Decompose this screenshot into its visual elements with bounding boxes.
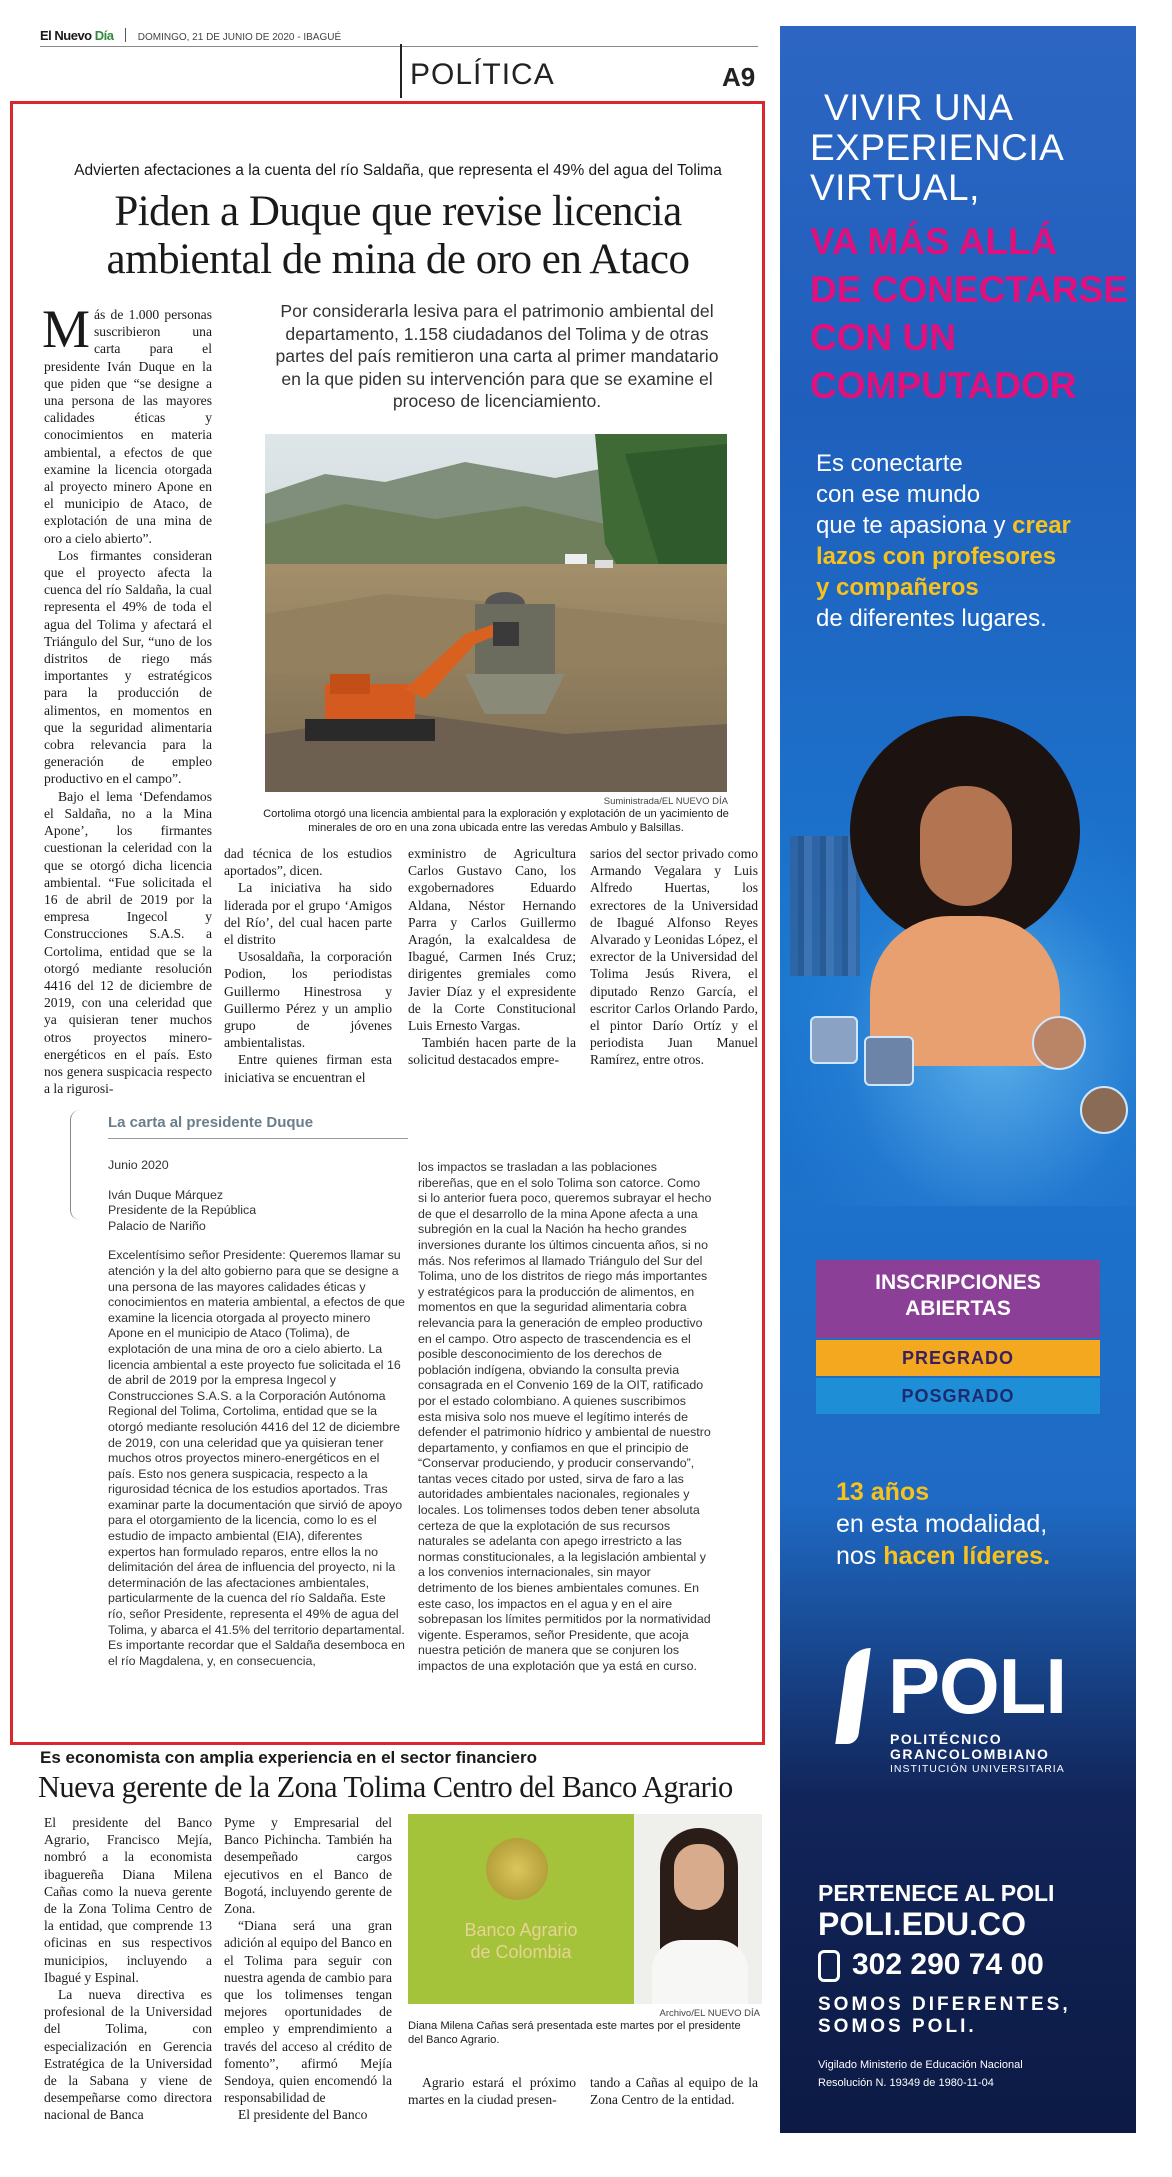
bank-photo bbox=[408, 1814, 762, 2004]
phone-icon bbox=[818, 1950, 840, 1982]
posgrado-label: POSGRADO bbox=[901, 1386, 1015, 1406]
ad-headline-magenta: VA MÁS ALLÁ DE CONECTARSE CON UN COMPUTADOR bbox=[810, 221, 1128, 406]
letter-column-1: Junio 2020 Iván Duque Márquez Presidente de la República Palacio de Nariño Excelentísimo señor Presidente: Queremos llamar su atención y la del alto gobierno para que se designe a una persona de las mayores calidades éticas y conocimientos en materia ambiental, a efectos de que examine la licencia otorgada al proyecto minero Apone en el municipio de Ataco (Tolima), de explotación de una mina de oro a cielo abierto. La licencia ambiental a este proyecto fue solicitada el 16 de abril de 2019 por la empresa Ingecol y Construcciones S.A.S. a la Corporación Autónoma Regional del Tolima, Cortolima, entidad que se la otorgó mediante resolución 4416 del 12 de diciembre de 2019, con una celeridad que ya quisieran tener muchos otros proyectos minero-energéticos en el país. Esto nos genera suspicacia, respecto a la rigurosidad técnica de los estudios aportados. Tras examinar parte la documentación que sirvió de apoyo para el otorgamiento de la licencia, como lo es el estudio de impacto ambiental (EIA), diferentes expertos han formulado reparos, entre ellos la no delimitación del área de influencia del proyecto, ni la determinación de las afectaciones ambientales, particularmente de la cuenca del río Saldaña. Este río, señor Presidente, representa el 49% de agua del Tolima, y abarca el 41.5% del territorio departamental. Es importante recordar que el Saldaña desemboca en el río Magdalena, y, en consecuencia, bbox=[108, 1158, 405, 1668]
mining-photo bbox=[265, 434, 727, 792]
second-column-3: Agrario estará el próximo martes en la ciudad presen- bbox=[408, 2075, 576, 2108]
second-photo-caption: Diana Milena Cañas será presentada este martes por el presidente del Banco Agrario. bbox=[408, 2020, 741, 2046]
second-photo-credit: Archivo/EL NUEVO DÍA bbox=[659, 2008, 760, 2019]
dateline: DOMINGO, 21 DE JUNIO DE 2020 - IBAGUÉ bbox=[137, 32, 342, 43]
dropcap: M bbox=[42, 299, 91, 359]
video-thumb-1 bbox=[810, 1016, 858, 1064]
poli-subtitle: POLITÉCNICO GRANCOLOMBIANO INSTITUCIÓN UNIVERSITARIA bbox=[890, 1731, 1065, 1775]
second-column-1: El presidente del Banco Agrario, Francisco Mejía, nombró a la economista ibaguereña Diana Milena Cañas como la nueva gerente de la Zona Tolima Centro de la entidad, que comprende 13 oficinas en sus respectivos municipios, incluyendo a Ibagué y Espinal. La nueva directiva es profesional de la Universidad del Tolima, con especialización en Gerencia Estratégica de la Universidad de la Sabana y viene de desempeñarse como directora nacional de Banca bbox=[44, 1815, 212, 2123]
deck: Por considerarla lesiva para el patrimonio ambiental del departamento, 1.158 ciudadanos del Tolima y de otras partes del país remitieron una carta al primer mandatario en la que piden su intervención para que se examine el proceso de licenciamiento. bbox=[275, 301, 719, 411]
poli-phone[interactable]: 302 290 74 00 bbox=[852, 1948, 1044, 1981]
portrait-face bbox=[674, 1844, 724, 1910]
letter-title: La carta al presidente Duque bbox=[108, 1114, 314, 1131]
photo-credit: Suministrada/EL NUEVO DÍA bbox=[603, 796, 728, 807]
vigilado-text: Vigilado Ministerio de Educación Nacional Resolución N. 19349 de 1980-11-04 bbox=[818, 2059, 1023, 2089]
header-rule bbox=[40, 46, 758, 47]
inscripciones-banner[interactable] bbox=[816, 1260, 1100, 1338]
mining-scene bbox=[265, 434, 727, 792]
pregrado-button[interactable] bbox=[816, 1340, 1100, 1376]
second-kicker: Es economista con amplia experiencia en el sector financiero bbox=[40, 1748, 537, 1767]
student-face bbox=[920, 786, 1012, 906]
page-number: A9 bbox=[722, 62, 756, 92]
pertenece-text: PERTENECE AL POLI bbox=[818, 1880, 1055, 1906]
inscripciones-text: INSCRIPCIONES ABIERTAS bbox=[875, 1271, 1041, 1320]
poli-advertisement[interactable] bbox=[780, 26, 1136, 2133]
article-column-1: Más de 1.000 personas suscribieron una carta para el presidente Iván Duque en la que piden que “se designe a una persona de las mayores calidades éticas y conocimientos en materia ambiental, a efectos de que examine la licencia otorgada al proyecto minero Apone en el municipio de Ataco, de explotación de una mina de oro a cielo abierto”. Los firmantes consideran que el proyecto afecta la cuenca del río Saldaña, la cual representa el 49% de toda el agua del Tolima y afectará el Triángulo del Sur, “uno de los distritos de riego más importantes y estratégicos para la producción de alimentos, en momentos en que la seguridad alimentaria cobra relevancia para la generación de empleo productivo en el campo”. Bajo el lema ‘Defendamos el Saldaña, no a la Mina Apone’, los firmantes cuestionan la celeridad con la que se otorgó dicha licencia ambiental. “Fue solicitada el 16 de abril de 2019 por la empresa Ingecol y Construcciones S.A.S. a Cortolima, entidad que se la otorgó mediante resolución 4416 del 12 de diciembre de 2019, con una celeridad que ya quisieran tener muchos otros proyectos minero-energéticos en el país. Esto nos genera suspicacia respecto a la rigurosi- bbox=[42, 299, 212, 1097]
video-thumb-2 bbox=[864, 1036, 914, 1086]
poli-slogan: SOMOS DIFERENTES, SOMOS POLI. bbox=[818, 1994, 1071, 2037]
bank-sign-line2: de Colombia bbox=[470, 1942, 572, 1962]
letter-column-2: los impactos se trasladan a las poblaciones ribereñas, que en el solo Tolima son catorce. Como si lo anterior fuera poco, queremos subrayar el hecho de que el desarrollo de la mina Apone afecta a una subregión en la cual la Nación ha hecho grandes inversiones durante los últimos cincuenta años, si no más. Nos referimos al llamado Triángulo del Sur del Tolima, uno de los distritos de riego más importantes y estratégicos para la producción de alimentos, en momentos en que la seguridad alimentaria cobra relevancia para la generación de empleo productivo en el campo. Otro aspecto de trascendencia es el posible desconocimiento de los derechos de población indígena, obviando la consulta previa consagrada en el Convenio 169 de la OIT, ratificado por el estado colombiano. A quienes suscribimos esta misiva solo nos mueve el legítimo interés de defender el patrimonio hídrico y ambiental de nuestro departamento, y confiamos en que el principio de “Conservar produciendo, y producir conservando”, tantas veces citado por usted, sirva de faro a las autoridades ambientales nacionales, regionales y locales. Los tolimenses todos deben tener absoluta certeza de que la explotación de sus recursos naturales se adelanta con apego irrestricto a las normas constitucionales, a la legislación ambiental y a los convenios internacionales, sin mayor detrimento de los bienes ambientales comunes. En este caso, los impactos en el agua y en el aire sobrepasan los límites permitidos por la normatividad vigente. Esperamos, señor Presidente, que acoja nuestra petición de manera que se conjuren los impactos de una explotación que ya está en curso. bbox=[418, 1160, 712, 1673]
poli-logo-text: POLI bbox=[888, 1642, 1067, 1730]
years-text: 13 años en esta modalidad, nos hacen líderes. bbox=[836, 1478, 1051, 1570]
bookshelf bbox=[790, 836, 860, 976]
bank-logo-icon bbox=[486, 1838, 548, 1900]
headline: Piden a Duque que revise licencia ambiental de mina de oro en Ataco bbox=[106, 188, 690, 283]
section-title: POLÍTICA bbox=[410, 58, 555, 91]
second-column-4: tando a Cañas al equipo de la Zona Centro de la entidad. bbox=[590, 2075, 758, 2108]
poli-logo-icon bbox=[832, 1648, 880, 1744]
bank-sign-line1: Banco Agrario bbox=[464, 1920, 578, 1940]
masthead bbox=[40, 28, 341, 46]
video-thumb-4 bbox=[1080, 1086, 1128, 1134]
second-column-2: Pyme y Empresarial del Banco Pichincha. También ha desempeñado cargos ejecutivos en el Banco de Bogotá, incluyendo gerente de Zona. “Diana será una gran adición al equipo del Banco en el Tolima para seguir con nuestra agenda de cambio para que los tolimenses tengan mejores oportunidades de empleo y emprendimiento a través del acceso al crédito de fomento”, afirmó Mejía Sendoya, quien encomendó la responsabilidad de El presidente del Banco bbox=[224, 1815, 392, 2123]
letter-brace bbox=[70, 1110, 81, 1220]
ad-headline-white: VIVIR UNA EXPERIENCIA VIRTUAL, bbox=[810, 87, 1065, 208]
article-column-2: dad técnica de los estudios aportados”, dicen. La iniciativa ha sido liderada por el grupo ‘Amigos del Río’, del cual hacen parte el distrito Usosaldaña, la corporación Podion, los periodistas Guillermo Hinestrosa y Guillermo Pérez y un amplio grupo de jóvenes ambientalistas. Entre quienes firman esta iniciativa se encuentran el bbox=[224, 846, 392, 1085]
article-column-3: exministro de Agricultura Carlos Gustavo Cano, los exgobernadores Eduardo Aldana, Néstor Hernando Parra y Carlos Guillermo Aragón, la exalcaldesa de Ibagué, Carmen Inés Cruz; dirigentes gremiales como Javier Díaz y el expresidente de la Corte Constitucional Luis Ernesto Vargas. También hacen parte de la solicitud destacados empre- bbox=[408, 846, 576, 1068]
poli-url[interactable]: POLI.EDU.CO bbox=[818, 1906, 1027, 1942]
logo: El Nuevo Día bbox=[40, 28, 114, 43]
student-image bbox=[780, 686, 1136, 1246]
bank-sign bbox=[408, 1814, 634, 2004]
portrait bbox=[634, 1814, 762, 2004]
video-thumb-3 bbox=[1032, 1016, 1086, 1070]
header-divider bbox=[125, 28, 126, 42]
letter-title-rule bbox=[108, 1138, 408, 1139]
article-column-4: sarios del sector privado como Armando Vegalara y Luis Alfredo Huertas, los exrectores de la Universidad de Ibagué Alfonso Reyes Alvarado y Leonidas López, el exrector de la Universidad del Tolima Jesús Rivera, el diputado Renzo García, el escritor Carlos Orlando Pardo, el pintor Darío Ortíz y el periodista Juan Manuel Ramírez, entre otros. bbox=[590, 846, 758, 1068]
portrait-blouse bbox=[652, 1940, 748, 2004]
kicker: Advierten afectaciones a la cuenta del río Saldaña, que representa el 49% del agua del Tolima bbox=[74, 162, 722, 179]
second-headline: Nueva gerente de la Zona Tolima Centro del Banco Agrario bbox=[38, 1770, 733, 1804]
section-bar bbox=[400, 44, 402, 98]
posgrado-button[interactable] bbox=[816, 1378, 1100, 1414]
photo-caption: Cortolima otorgó una licencia ambiental para la exploración y explotación de un yacimiento de minerales de oro en una zona ubicada entre las veredas Ambulo y Balsillas. bbox=[263, 808, 729, 834]
ad-body: Es conectarte con ese mundo que te apasiona y crear lazos con profesores y compañeros de diferentes lugares. bbox=[816, 450, 1071, 632]
pregrado-label: PREGRADO bbox=[901, 1348, 1014, 1368]
